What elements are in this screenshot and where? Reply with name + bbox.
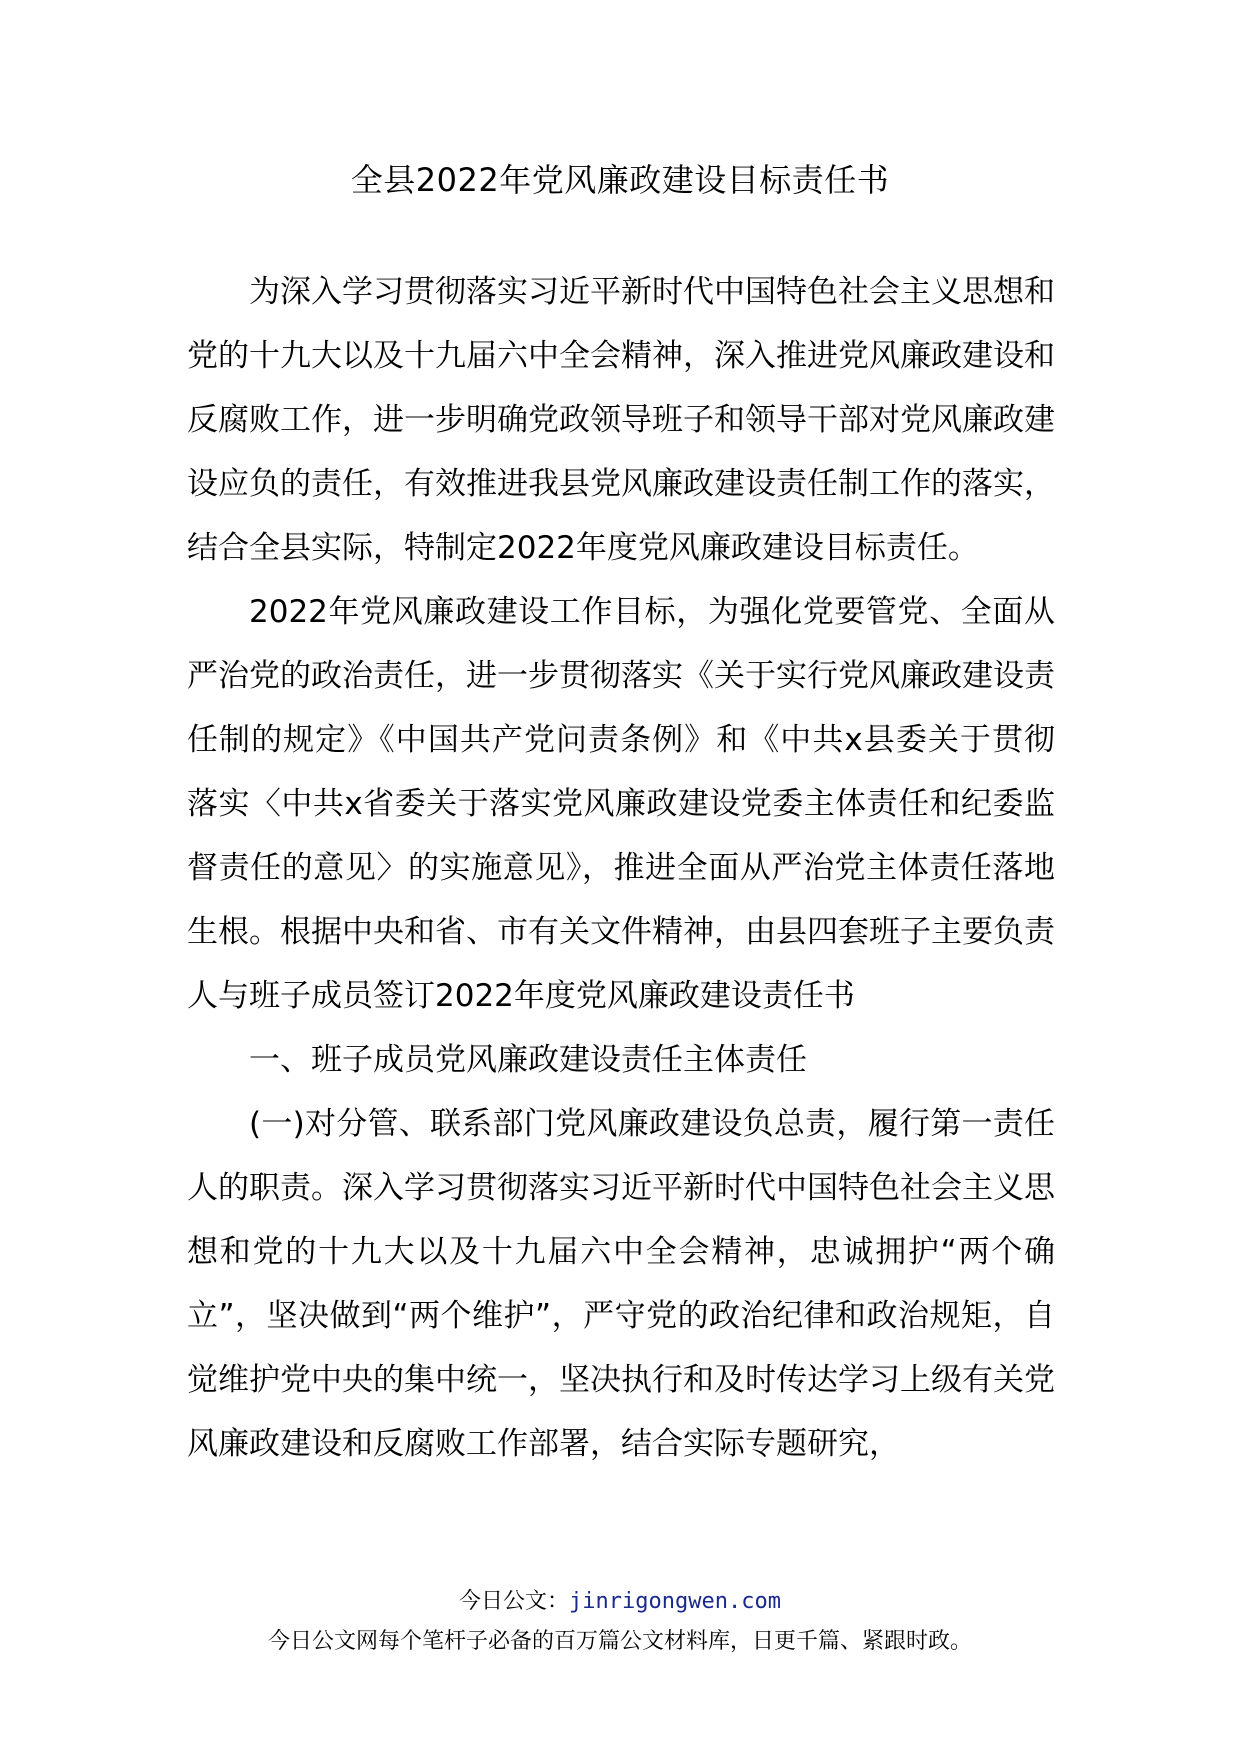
paragraph-intro: 为深入学习贯彻落实习近平新时代中国特色社会主义思想和党的十九大以及十九届六中全会精神，深入推进党风廉政建设和反腐败工作，进一步明确党政领导班子和领导干部对党风廉政建设应负的责任，有效推进我县党风廉政建设责任制工作的落实，结合全县实际，特制定2022年度党风廉政建设目标责任。 [187,274,1055,566]
document-body [187,260,1055,1476]
footer-slogan: 今日公文网每个笔杆子必备的百万篇公文材料库，日更千篇、紧跟时政。 [267,1629,972,1654]
footer-site-label: 今日公文： [459,1589,570,1614]
paragraph-goals: 2022年党风廉政建设工作目标，为强化党要管党、全面从严治党的政治责任，进一步贯彻落实《关于实行党风廉政建设责任制的规定》《中国共产党问责条例》和《中共x县委关于贯彻落实〈中共x省委关于落实党风廉政建设党委主体责任和纪委监督责任的意见〉的实施意见》，推进全面从严治党主体责任落地生根。根据中央和省、市有关文件精神，由县四套班子主要负责人与班子成员签订2022年度党风廉政建设责任书 [187,594,1055,1014]
paragraph-item-1: (一)对分管、联系部门党风廉政建设负总责，履行第一责任人的职责。深入学习贯彻落实习近平新时代中国特色社会主义思想和党的十九大以及十九届六中全会精神，忠诚拥护“两个确立”，坚决做到“两个维护”，严守党的政治纪律和政治规矩，自觉维护党中央的集中统一，坚决执行和及时传达学习上级有关党风廉政建设和反腐败工作部署，结合实际专题研究， [187,1106,1055,1462]
document-title: 全县2022年党风廉政建设目标责任书 [350,161,890,199]
section-heading-1: 一、班子成员党风廉政建设责任主体责任 [249,1042,807,1078]
footer-site [0,1588,1240,1616]
footer-site-url[interactable]: jinrigongwen.com [569,1589,781,1614]
